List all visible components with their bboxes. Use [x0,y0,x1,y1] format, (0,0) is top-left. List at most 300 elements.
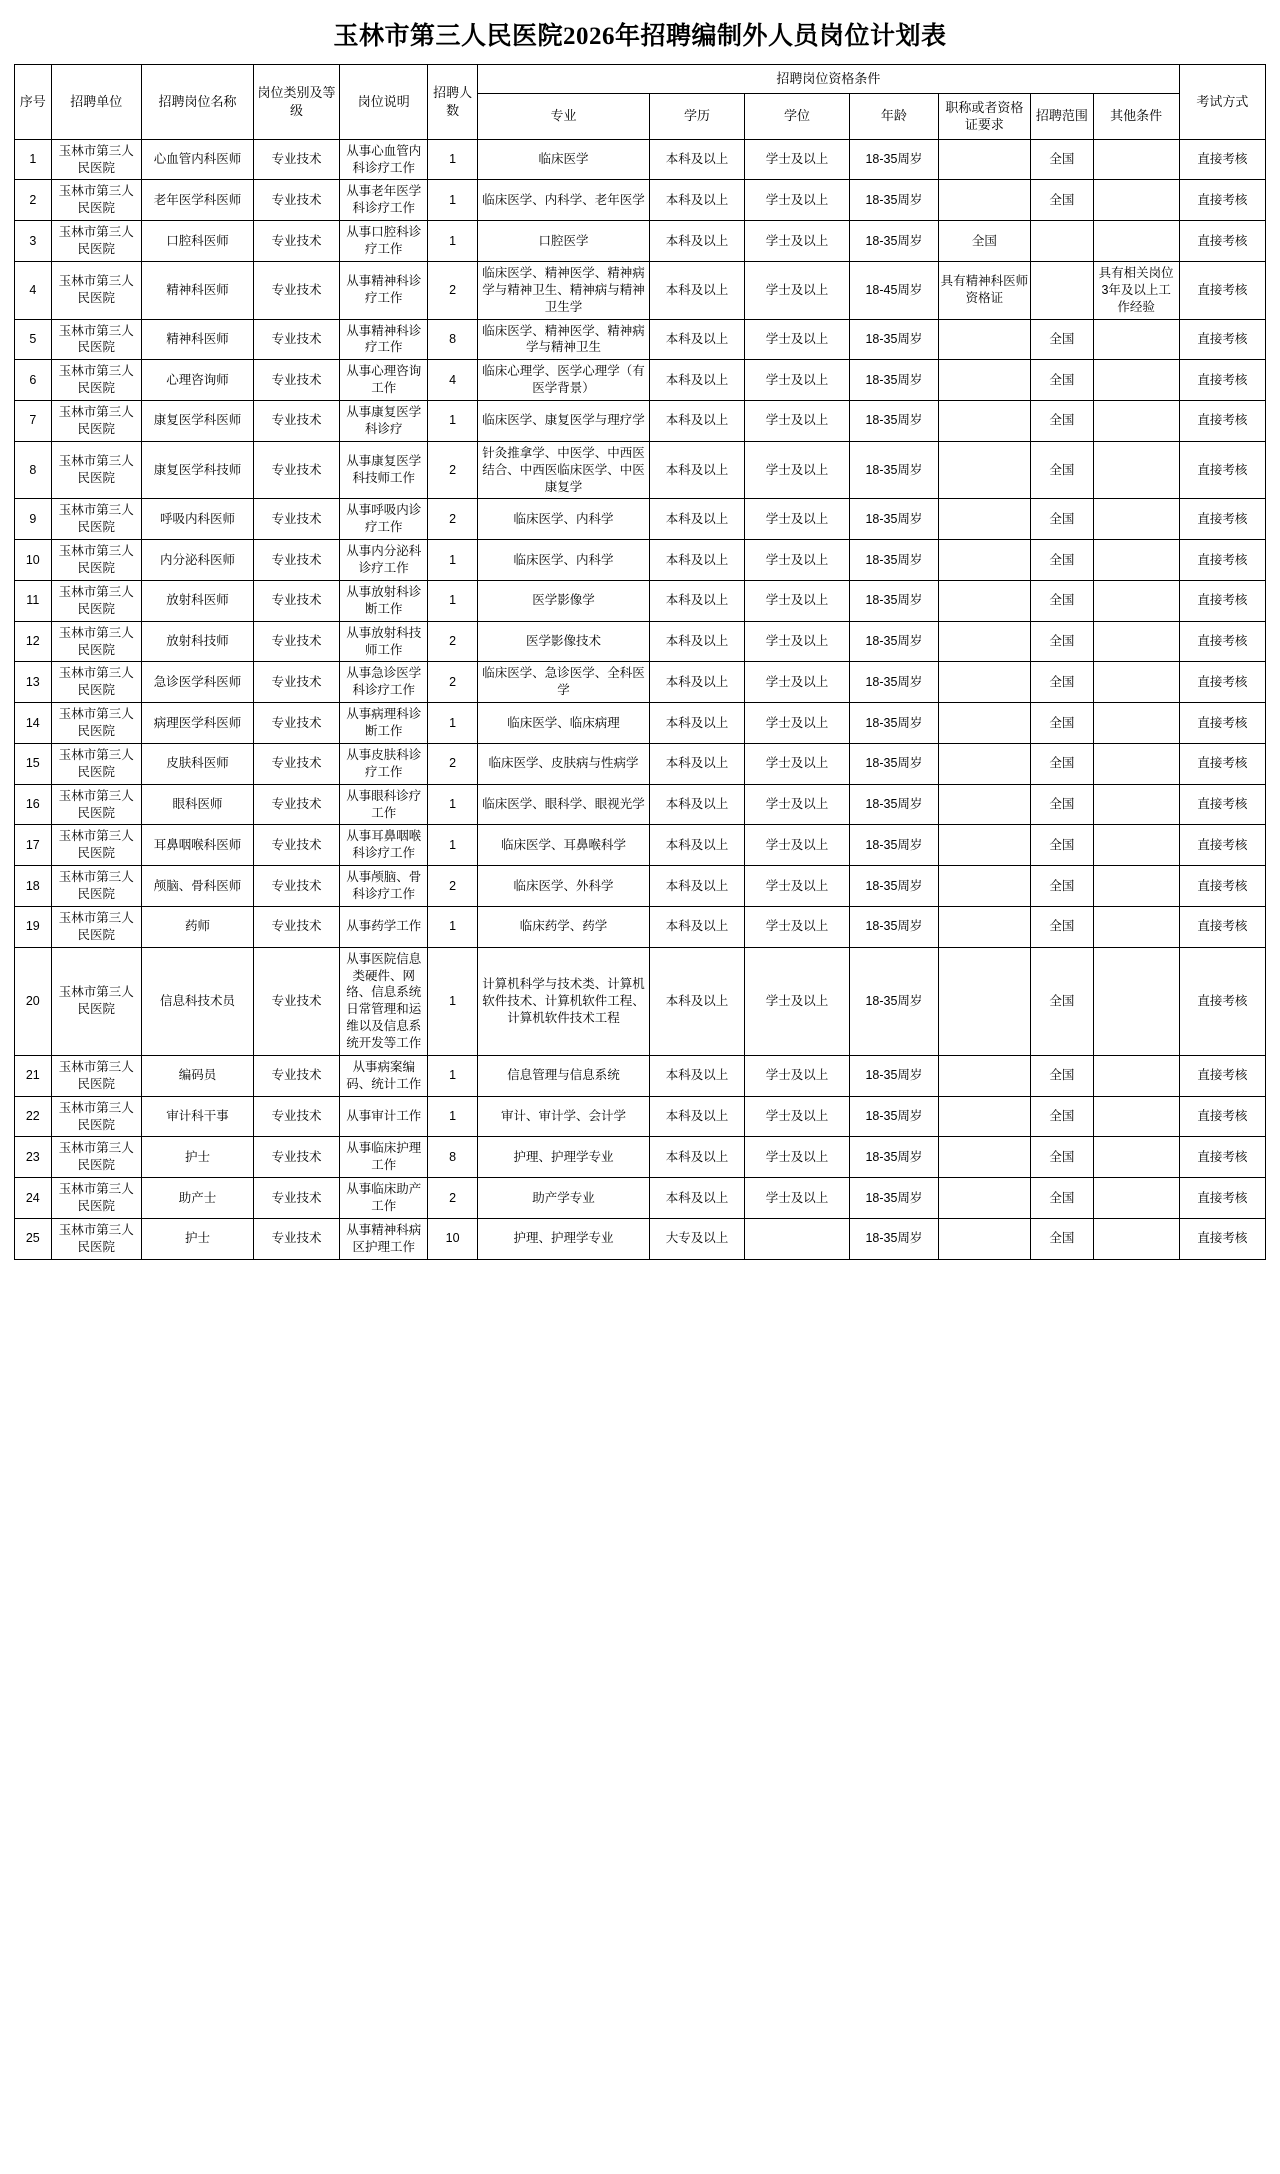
cell-title-cert [938,139,1031,180]
cell-unit: 玉林市第三人民医院 [51,221,141,262]
cell-seq: 5 [15,319,52,360]
cell-post-name: 心理咨询师 [142,360,254,401]
cell-headcount: 1 [428,221,478,262]
cell-post-name: 耳鼻咽喉科医师 [142,825,254,866]
cell-exam: 直接考核 [1179,784,1265,825]
cell-exam: 直接考核 [1179,906,1265,947]
cell-unit: 玉林市第三人民医院 [51,947,141,1055]
cell-scope: 全国 [1031,180,1093,221]
cell-education: 大专及以上 [650,1218,745,1259]
cell-other [1093,703,1179,744]
cell-degree: 学士及以上 [744,621,849,662]
cell-degree: 学士及以上 [744,703,849,744]
cell-education: 本科及以上 [650,261,745,319]
cell-post-name: 审计科干事 [142,1096,254,1137]
table-row [15,1178,1266,1219]
cell-headcount: 1 [428,947,478,1055]
cell-major: 医学影像学 [477,580,649,621]
cell-unit: 玉林市第三人民医院 [51,906,141,947]
cell-title-cert [938,540,1031,581]
cell-post-type: 专业技术 [253,401,339,442]
cell-scope: 全国 [1031,947,1093,1055]
cell-major: 审计、审计学、会计学 [477,1096,649,1137]
cell-post-desc: 从事康复医学科技师工作 [340,441,428,499]
cell-seq: 10 [15,540,52,581]
cell-major: 信息管理与信息系统 [477,1055,649,1096]
cell-scope [1031,261,1093,319]
cell-seq: 19 [15,906,52,947]
cell-scope: 全国 [1031,825,1093,866]
cell-major: 口腔医学 [477,221,649,262]
cell-scope: 全国 [1031,540,1093,581]
cell-post-name: 护士 [142,1218,254,1259]
cell-headcount: 2 [428,1178,478,1219]
cell-other [1093,866,1179,907]
cell-unit: 玉林市第三人民医院 [51,743,141,784]
cell-post-name: 药师 [142,906,254,947]
cell-age: 18-35周岁 [850,441,938,499]
table-header [15,65,1266,140]
cell-headcount: 1 [428,825,478,866]
cell-education: 本科及以上 [650,743,745,784]
cell-scope [1031,221,1093,262]
cell-post-name: 急诊医学科医师 [142,662,254,703]
table-row [15,866,1266,907]
cell-degree: 学士及以上 [744,221,849,262]
header-exam: 考试方式 [1179,65,1265,140]
cell-education: 本科及以上 [650,441,745,499]
cell-scope: 全国 [1031,703,1093,744]
cell-major: 临床医学、康复医学与理疗学 [477,401,649,442]
cell-other [1093,621,1179,662]
cell-scope: 全国 [1031,866,1093,907]
cell-post-type: 专业技术 [253,261,339,319]
cell-post-type: 专业技术 [253,540,339,581]
cell-post-name: 眼科医师 [142,784,254,825]
cell-age: 18-35周岁 [850,906,938,947]
cell-title-cert [938,947,1031,1055]
cell-degree: 学士及以上 [744,441,849,499]
cell-post-name: 精神科医师 [142,319,254,360]
cell-post-desc: 从事临床护理工作 [340,1137,428,1178]
cell-degree: 学士及以上 [744,401,849,442]
header-post-name: 招聘岗位名称 [142,65,254,140]
cell-post-type: 专业技术 [253,866,339,907]
cell-post-name: 信息科技术员 [142,947,254,1055]
cell-exam: 直接考核 [1179,499,1265,540]
cell-degree: 学士及以上 [744,580,849,621]
cell-seq: 13 [15,662,52,703]
cell-post-type: 专业技术 [253,139,339,180]
cell-age: 18-35周岁 [850,1055,938,1096]
cell-education: 本科及以上 [650,360,745,401]
cell-post-name: 颅脑、骨科医师 [142,866,254,907]
header-major: 专业 [477,93,649,139]
cell-education: 本科及以上 [650,621,745,662]
cell-post-type: 专业技术 [253,441,339,499]
cell-major: 临床医学、外科学 [477,866,649,907]
cell-exam: 直接考核 [1179,1178,1265,1219]
cell-title-cert [938,1178,1031,1219]
cell-seq: 23 [15,1137,52,1178]
cell-major: 护理、护理学专业 [477,1137,649,1178]
cell-post-desc: 从事放射科诊断工作 [340,580,428,621]
cell-age: 18-35周岁 [850,401,938,442]
table-body [15,139,1266,1259]
cell-major: 临床药学、药学 [477,906,649,947]
cell-other [1093,319,1179,360]
table-row [15,662,1266,703]
cell-education: 本科及以上 [650,866,745,907]
cell-title-cert [938,703,1031,744]
cell-exam: 直接考核 [1179,580,1265,621]
cell-education: 本科及以上 [650,580,745,621]
cell-other [1093,906,1179,947]
cell-title-cert: 全国 [938,221,1031,262]
cell-headcount: 8 [428,1137,478,1178]
cell-exam: 直接考核 [1179,401,1265,442]
cell-age: 18-35周岁 [850,825,938,866]
cell-post-name: 内分泌科医师 [142,540,254,581]
cell-education: 本科及以上 [650,947,745,1055]
cell-headcount: 1 [428,139,478,180]
cell-age: 18-35周岁 [850,703,938,744]
cell-headcount: 1 [428,540,478,581]
cell-seq: 20 [15,947,52,1055]
cell-age: 18-35周岁 [850,866,938,907]
cell-degree: 学士及以上 [744,540,849,581]
cell-major: 临床医学、耳鼻喉科学 [477,825,649,866]
cell-post-desc: 从事心血管内科诊疗工作 [340,139,428,180]
cell-scope: 全国 [1031,139,1093,180]
cell-exam: 直接考核 [1179,825,1265,866]
cell-seq: 9 [15,499,52,540]
table-row [15,540,1266,581]
cell-seq: 12 [15,621,52,662]
cell-headcount: 1 [428,580,478,621]
cell-post-desc: 从事病理科诊断工作 [340,703,428,744]
cell-seq: 4 [15,261,52,319]
table-row [15,441,1266,499]
table-row [15,743,1266,784]
cell-degree: 学士及以上 [744,360,849,401]
cell-exam: 直接考核 [1179,319,1265,360]
cell-post-desc: 从事审计工作 [340,1096,428,1137]
cell-other [1093,784,1179,825]
cell-post-name: 口腔科医师 [142,221,254,262]
cell-exam: 直接考核 [1179,180,1265,221]
cell-education: 本科及以上 [650,319,745,360]
cell-unit: 玉林市第三人民医院 [51,540,141,581]
cell-post-type: 专业技术 [253,743,339,784]
cell-exam: 直接考核 [1179,1218,1265,1259]
cell-post-desc: 从事精神科病区护理工作 [340,1218,428,1259]
table-row [15,360,1266,401]
cell-unit: 玉林市第三人民医院 [51,1137,141,1178]
cell-post-type: 专业技术 [253,621,339,662]
cell-education: 本科及以上 [650,139,745,180]
cell-major: 助产学专业 [477,1178,649,1219]
cell-degree: 学士及以上 [744,906,849,947]
header-scope: 招聘范围 [1031,93,1093,139]
cell-unit: 玉林市第三人民医院 [51,866,141,907]
cell-post-type: 专业技术 [253,662,339,703]
cell-major: 护理、护理学专业 [477,1218,649,1259]
cell-unit: 玉林市第三人民医院 [51,360,141,401]
cell-post-desc: 从事心理咨询工作 [340,360,428,401]
cell-title-cert [938,1096,1031,1137]
recruitment-plan-table [14,64,1266,1260]
cell-title-cert [938,580,1031,621]
table-row [15,703,1266,744]
cell-age: 18-35周岁 [850,319,938,360]
cell-post-type: 专业技术 [253,180,339,221]
cell-age: 18-35周岁 [850,180,938,221]
cell-headcount: 1 [428,401,478,442]
cell-education: 本科及以上 [650,1055,745,1096]
cell-exam: 直接考核 [1179,743,1265,784]
cell-education: 本科及以上 [650,1096,745,1137]
table-row [15,221,1266,262]
cell-unit: 玉林市第三人民医院 [51,401,141,442]
cell-title-cert [938,743,1031,784]
cell-age: 18-35周岁 [850,662,938,703]
cell-age: 18-35周岁 [850,743,938,784]
cell-education: 本科及以上 [650,784,745,825]
cell-post-type: 专业技术 [253,221,339,262]
table-row [15,947,1266,1055]
cell-exam: 直接考核 [1179,221,1265,262]
cell-scope: 全国 [1031,743,1093,784]
cell-seq: 22 [15,1096,52,1137]
cell-exam: 直接考核 [1179,1055,1265,1096]
cell-seq: 21 [15,1055,52,1096]
cell-unit: 玉林市第三人民医院 [51,825,141,866]
cell-seq: 2 [15,180,52,221]
table-row [15,180,1266,221]
cell-headcount: 2 [428,441,478,499]
table-row [15,621,1266,662]
cell-degree: 学士及以上 [744,1178,849,1219]
cell-post-desc: 从事放射科技师工作 [340,621,428,662]
cell-major: 临床医学、内科学、老年医学 [477,180,649,221]
cell-seq: 11 [15,580,52,621]
cell-exam: 直接考核 [1179,360,1265,401]
cell-age: 18-35周岁 [850,1178,938,1219]
page-title: 玉林市第三人民医院2026年招聘编制外人员岗位计划表 [333,23,947,50]
cell-unit: 玉林市第三人民医院 [51,180,141,221]
cell-post-type: 专业技术 [253,1055,339,1096]
cell-scope: 全国 [1031,906,1093,947]
cell-other [1093,139,1179,180]
cell-scope: 全国 [1031,580,1093,621]
cell-headcount: 4 [428,360,478,401]
cell-education: 本科及以上 [650,703,745,744]
cell-title-cert [938,1218,1031,1259]
cell-major: 临床医学、内科学 [477,540,649,581]
cell-post-desc: 从事老年医学科诊疗工作 [340,180,428,221]
cell-post-name: 放射科技师 [142,621,254,662]
cell-post-type: 专业技术 [253,499,339,540]
cell-title-cert [938,499,1031,540]
cell-other [1093,947,1179,1055]
cell-seq: 24 [15,1178,52,1219]
cell-degree: 学士及以上 [744,662,849,703]
cell-education: 本科及以上 [650,1137,745,1178]
cell-seq: 25 [15,1218,52,1259]
cell-post-desc: 从事病案编码、统计工作 [340,1055,428,1096]
cell-post-type: 专业技术 [253,1178,339,1219]
header-row-top [15,65,1266,94]
cell-unit: 玉林市第三人民医院 [51,319,141,360]
cell-unit: 玉林市第三人民医院 [51,1096,141,1137]
cell-education: 本科及以上 [650,180,745,221]
cell-other [1093,180,1179,221]
cell-scope: 全国 [1031,1055,1093,1096]
cell-major: 临床医学、精神医学、精神病学与精神卫生 [477,319,649,360]
cell-title-cert [938,441,1031,499]
cell-degree: 学士及以上 [744,180,849,221]
cell-other [1093,540,1179,581]
cell-scope: 全国 [1031,360,1093,401]
cell-seq: 15 [15,743,52,784]
cell-education: 本科及以上 [650,540,745,581]
table-row [15,1218,1266,1259]
cell-post-name: 放射科医师 [142,580,254,621]
cell-major: 临床医学、皮肤病与性病学 [477,743,649,784]
cell-age: 18-35周岁 [850,1096,938,1137]
cell-seq: 6 [15,360,52,401]
cell-age: 18-35周岁 [850,947,938,1055]
cell-age: 18-35周岁 [850,784,938,825]
cell-post-type: 专业技术 [253,947,339,1055]
cell-degree: 学士及以上 [744,825,849,866]
header-post-type: 岗位类别及等级 [253,65,339,140]
cell-headcount: 2 [428,261,478,319]
header-degree: 学位 [744,93,849,139]
cell-post-name: 皮肤科医师 [142,743,254,784]
header-group-qualifications: 招聘岗位资格条件 [477,65,1179,94]
cell-post-name: 心血管内科医师 [142,139,254,180]
cell-degree: 学士及以上 [744,139,849,180]
cell-scope: 全国 [1031,1178,1093,1219]
cell-major: 计算机科学与技术类、计算机软件技术、计算机软件工程、计算机软件技术工程 [477,947,649,1055]
table-row [15,1055,1266,1096]
cell-degree: 学士及以上 [744,1137,849,1178]
cell-post-type: 专业技术 [253,580,339,621]
cell-major: 临床医学、内科学 [477,499,649,540]
cell-unit: 玉林市第三人民医院 [51,1178,141,1219]
cell-degree: 学士及以上 [744,866,849,907]
table-row [15,1137,1266,1178]
table-row [15,499,1266,540]
cell-headcount: 1 [428,784,478,825]
table-row [15,580,1266,621]
cell-post-desc: 从事耳鼻咽喉科诊疗工作 [340,825,428,866]
cell-degree: 学士及以上 [744,784,849,825]
cell-unit: 玉林市第三人民医院 [51,580,141,621]
cell-major: 临床医学、急诊医学、全科医学 [477,662,649,703]
cell-title-cert [938,360,1031,401]
cell-title-cert: 具有精神科医师资格证 [938,261,1031,319]
table-row [15,784,1266,825]
cell-other [1093,360,1179,401]
cell-scope: 全国 [1031,1137,1093,1178]
cell-headcount: 1 [428,1055,478,1096]
cell-scope: 全国 [1031,1218,1093,1259]
table-row [15,1096,1266,1137]
cell-headcount: 10 [428,1218,478,1259]
cell-exam: 直接考核 [1179,621,1265,662]
header-title-cert: 职称或者资格证要求 [938,93,1031,139]
cell-exam: 直接考核 [1179,540,1265,581]
cell-other [1093,1055,1179,1096]
cell-unit: 玉林市第三人民医院 [51,784,141,825]
cell-post-type: 专业技术 [253,1137,339,1178]
cell-headcount: 1 [428,906,478,947]
cell-post-name: 老年医学科医师 [142,180,254,221]
cell-title-cert [938,621,1031,662]
cell-unit: 玉林市第三人民医院 [51,662,141,703]
cell-age: 18-35周岁 [850,139,938,180]
cell-age: 18-35周岁 [850,580,938,621]
table-row [15,825,1266,866]
cell-post-type: 专业技术 [253,906,339,947]
table-row [15,261,1266,319]
cell-other [1093,1137,1179,1178]
cell-degree: 学士及以上 [744,1055,849,1096]
cell-other [1093,1178,1179,1219]
cell-other: 具有相关岗位3年及以上工作经验 [1093,261,1179,319]
cell-other [1093,1096,1179,1137]
cell-degree: 学士及以上 [744,743,849,784]
cell-seq: 16 [15,784,52,825]
cell-post-type: 专业技术 [253,360,339,401]
cell-scope: 全国 [1031,662,1093,703]
cell-education: 本科及以上 [650,499,745,540]
cell-major: 临床心理学、医学心理学（有医学背景） [477,360,649,401]
cell-title-cert [938,825,1031,866]
header-post-desc: 岗位说明 [340,65,428,140]
cell-post-name: 呼吸内科医师 [142,499,254,540]
cell-exam: 直接考核 [1179,703,1265,744]
cell-major: 临床医学、精神医学、精神病学与精神卫生、精神病与精神卫生学 [477,261,649,319]
cell-seq: 14 [15,703,52,744]
cell-scope: 全国 [1031,784,1093,825]
cell-post-type: 专业技术 [253,784,339,825]
cell-major: 针灸推拿学、中医学、中西医结合、中西医临床医学、中医康复学 [477,441,649,499]
cell-seq: 18 [15,866,52,907]
cell-exam: 直接考核 [1179,1137,1265,1178]
cell-scope: 全国 [1031,319,1093,360]
cell-other [1093,499,1179,540]
cell-exam: 直接考核 [1179,866,1265,907]
cell-post-desc: 从事精神科诊疗工作 [340,261,428,319]
cell-exam: 直接考核 [1179,261,1265,319]
header-seq: 序号 [15,65,52,140]
cell-post-desc: 从事呼吸内诊疗工作 [340,499,428,540]
cell-other [1093,580,1179,621]
cell-post-name: 编码员 [142,1055,254,1096]
cell-seq: 1 [15,139,52,180]
cell-post-name: 病理医学科医师 [142,703,254,744]
cell-post-type: 专业技术 [253,319,339,360]
cell-post-name: 精神科医师 [142,261,254,319]
cell-post-name: 助产士 [142,1178,254,1219]
cell-post-desc: 从事皮肤科诊疗工作 [340,743,428,784]
cell-unit: 玉林市第三人民医院 [51,1218,141,1259]
table-row [15,906,1266,947]
